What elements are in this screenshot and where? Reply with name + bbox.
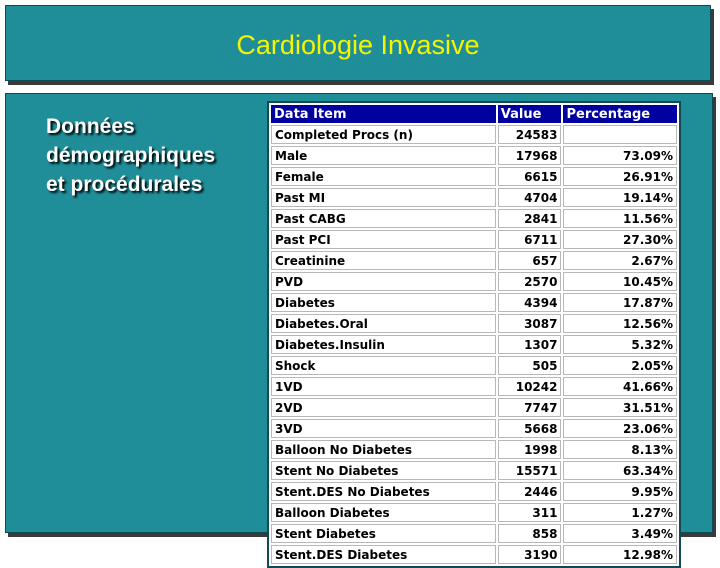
cell-data-item: Past CABG xyxy=(271,209,496,228)
cell-percentage: 19.14% xyxy=(563,188,677,207)
cell-value: 1998 xyxy=(498,440,562,459)
cell-data-item: PVD xyxy=(271,272,496,291)
cell-data-item: Stent No Diabetes xyxy=(271,461,496,480)
table-header-row xyxy=(271,105,677,123)
cell-data-item: Female xyxy=(271,167,496,186)
cell-value: 15571 xyxy=(498,461,562,480)
table-row xyxy=(271,272,677,291)
cell-data-item: Creatinine xyxy=(271,251,496,270)
cell-value: 505 xyxy=(498,356,562,375)
table-row xyxy=(271,230,677,249)
cell-value: 17968 xyxy=(498,146,562,165)
cell-percentage: 63.34% xyxy=(563,461,677,480)
cell-percentage: 26.91% xyxy=(563,167,677,186)
content-panel xyxy=(5,93,713,562)
slide-title: Cardiologie Invasive xyxy=(236,30,480,60)
table-row xyxy=(271,167,677,186)
header-value: Value xyxy=(498,105,562,123)
subtitle-line: Données xyxy=(46,115,135,138)
cell-value: 4394 xyxy=(498,293,562,312)
subtitle-line: et procédurales xyxy=(46,173,203,196)
cell-percentage: 3.49% xyxy=(563,524,677,543)
table-row xyxy=(271,524,677,543)
cell-percentage: 73.09% xyxy=(563,146,677,165)
cell-value: 858 xyxy=(498,524,562,543)
cell-data-item: Male xyxy=(271,146,496,165)
cell-value: 5668 xyxy=(498,419,562,438)
cell-value: 311 xyxy=(498,503,562,522)
table-row xyxy=(271,146,677,165)
cell-percentage xyxy=(563,125,677,144)
cell-percentage: 10.45% xyxy=(563,272,677,291)
cell-data-item: Shock xyxy=(271,356,496,375)
cell-value: 6711 xyxy=(498,230,562,249)
table-row xyxy=(271,293,677,312)
cell-data-item: 1VD xyxy=(271,377,496,396)
cell-data-item: Balloon Diabetes xyxy=(271,503,496,522)
cell-data-item: Diabetes xyxy=(271,293,496,312)
cell-value: 6615 xyxy=(498,167,562,186)
table-row xyxy=(271,440,677,459)
cell-data-item: Stent.DES Diabetes xyxy=(271,545,496,564)
table-row xyxy=(271,314,677,333)
cell-value: 1307 xyxy=(498,335,562,354)
slide-subtitle xyxy=(46,112,266,199)
cell-data-item: 2VD xyxy=(271,398,496,417)
cell-percentage: 17.87% xyxy=(563,293,677,312)
header-data-item: Data Item xyxy=(271,105,496,123)
cell-data-item: Diabetes.Oral xyxy=(271,314,496,333)
cell-data-item: Stent Diabetes xyxy=(271,524,496,543)
cell-value: 2446 xyxy=(498,482,562,501)
header-percentage: Percentage xyxy=(563,105,677,123)
cell-percentage: 27.30% xyxy=(563,230,677,249)
cell-percentage: 41.66% xyxy=(563,377,677,396)
cell-data-item: Past PCI xyxy=(271,230,496,249)
cell-value: 657 xyxy=(498,251,562,270)
table-row xyxy=(271,188,677,207)
cell-percentage: 31.51% xyxy=(563,398,677,417)
cell-percentage: 9.95% xyxy=(563,482,677,501)
table-row xyxy=(271,377,677,396)
cell-percentage: 5.32% xyxy=(563,335,677,354)
title-bar xyxy=(5,5,711,81)
cell-percentage: 2.05% xyxy=(563,356,677,375)
data-table xyxy=(267,101,681,568)
table-row xyxy=(271,461,677,480)
table-row xyxy=(271,398,677,417)
cell-percentage: 12.98% xyxy=(563,545,677,564)
cell-data-item: Past MI xyxy=(271,188,496,207)
table-row xyxy=(271,251,677,270)
cell-percentage: 2.67% xyxy=(563,251,677,270)
table-row xyxy=(271,356,677,375)
cell-percentage: 1.27% xyxy=(563,503,677,522)
cell-value: 2841 xyxy=(498,209,562,228)
table-row xyxy=(271,209,677,228)
table-row xyxy=(271,125,677,144)
cell-percentage: 12.56% xyxy=(563,314,677,333)
cell-value: 4704 xyxy=(498,188,562,207)
table-row xyxy=(271,419,677,438)
table-row xyxy=(271,503,677,522)
table-body xyxy=(271,125,677,564)
cell-percentage: 23.06% xyxy=(563,419,677,438)
cell-percentage: 8.13% xyxy=(563,440,677,459)
table-row xyxy=(271,545,677,564)
cell-percentage: 11.56% xyxy=(563,209,677,228)
cell-data-item: Diabetes.Insulin xyxy=(271,335,496,354)
cell-data-item: 3VD xyxy=(271,419,496,438)
cell-data-item: Completed Procs (n) xyxy=(271,125,496,144)
table-row xyxy=(271,335,677,354)
table-row xyxy=(271,482,677,501)
cell-value: 3087 xyxy=(498,314,562,333)
subtitle-line: démographiques xyxy=(46,144,216,167)
cell-value: 10242 xyxy=(498,377,562,396)
cell-data-item: Balloon No Diabetes xyxy=(271,440,496,459)
cell-value: 7747 xyxy=(498,398,562,417)
cell-value: 3190 xyxy=(498,545,562,564)
cell-value: 24583 xyxy=(498,125,562,144)
cell-value: 2570 xyxy=(498,272,562,291)
cell-data-item: Stent.DES No Diabetes xyxy=(271,482,496,501)
